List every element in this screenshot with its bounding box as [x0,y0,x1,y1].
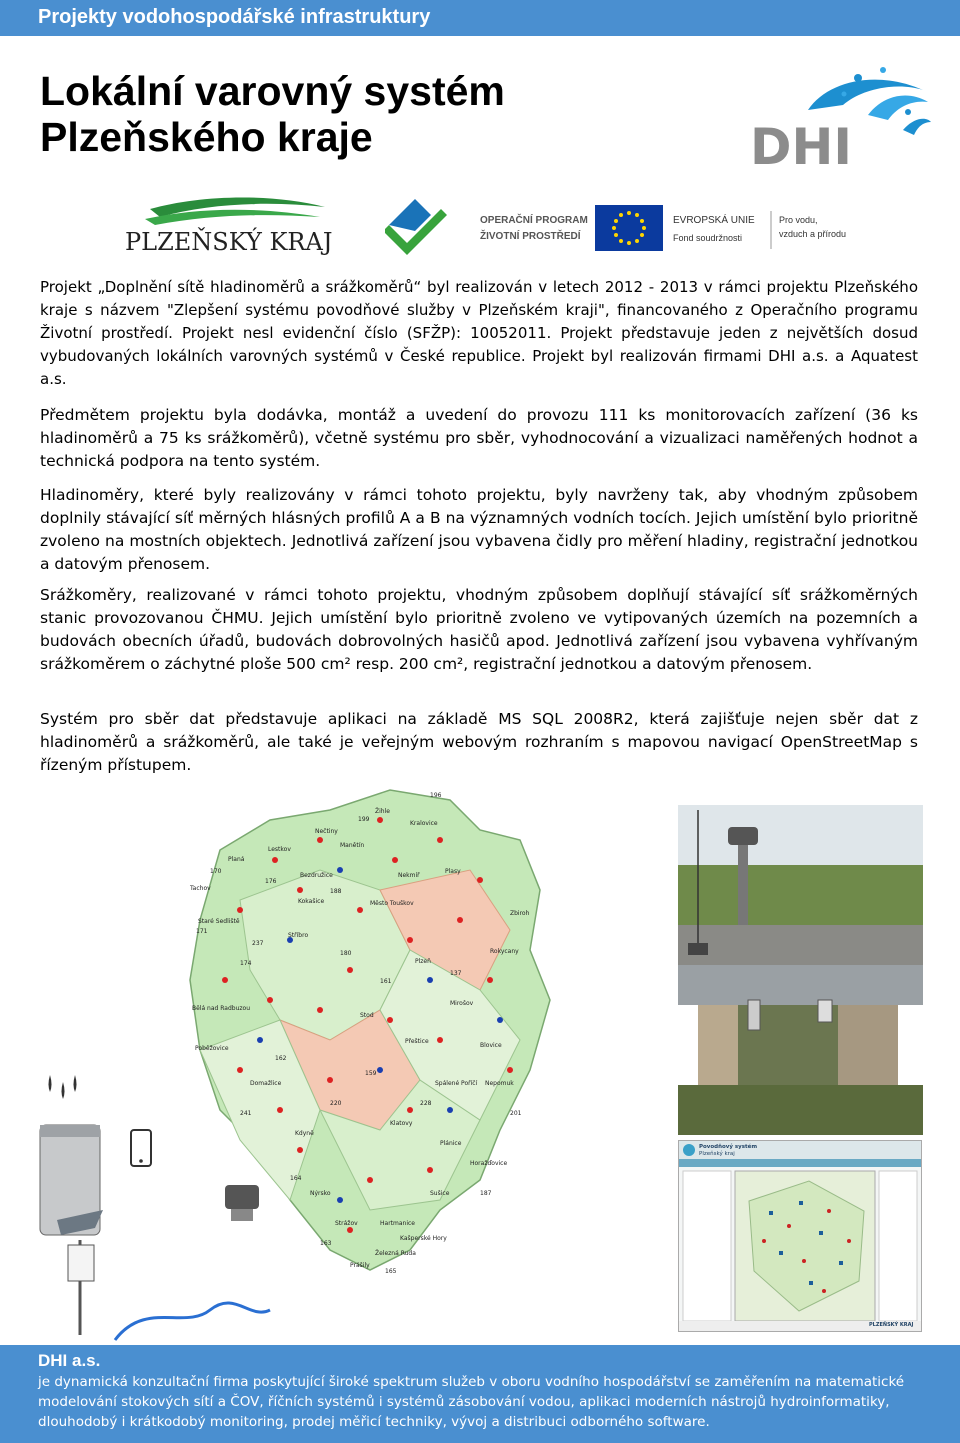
map-label: Manětín [340,842,365,849]
map-label: Lestkov [268,846,291,853]
map-label: Plánice [440,1140,462,1147]
map-label: Staré Sedliště [198,918,240,925]
rain-drop-icon [49,1075,52,1092]
eu-logo [595,201,860,257]
map-label: Stříbro [288,932,309,939]
page-title [40,68,640,160]
map-number: 196 [430,792,442,799]
map-number: 187 [480,1190,492,1197]
map-label: Spálené Poříčí [435,1080,478,1087]
map-label: Strážov [335,1220,358,1227]
map-label: Město Touškov [370,900,414,907]
map-label: Stod [360,1012,374,1019]
map-label: Blovice [480,1042,502,1049]
map-number: 170 [210,868,222,875]
plzensky-kraj-text: PLZEŇSKÝ KRAJ [125,228,333,256]
eu-motto-2: vzduch a přírodu [779,229,847,239]
map-number: 165 [385,1268,397,1275]
map-label: Sušice [430,1190,450,1197]
paragraph-rain-gauges: Srážkoměry, realizované v rámci tohoto projektu, vhodným způsobem doplňují stávající síť srážkoměrných stanic provozovanou ČHMU. Jejich umístění bylo prioritně zvoleno ve vytipovaných územích na pozemních a budovách obecních úřadů, budovách dobrovolných hasičů apod. Jednotlivá zařízení jsou vybavena vyhřívaným srážkoměrem o záchytné ploše 500 cm² resp. 200 cm², registrační jednotkou a datovým přenosem. [40,586,918,673]
web-app-screenshot-graphic [679,1141,921,1331]
map-label: Nýrsko [310,1190,331,1197]
map-number: 161 [380,978,392,985]
map-number: 180 [340,950,352,957]
rain-drop-icon [62,1082,65,1099]
map-label: Klatovy [390,1120,413,1127]
map-number: 199 [358,816,370,823]
dhi-logo [748,60,933,172]
bridge-station-photo [678,805,923,1135]
map-label: Poběžovice [195,1045,229,1052]
map-number: 201 [510,1110,522,1117]
map-label: Nečtiny [315,828,338,835]
map-label: Plasy [445,868,461,875]
dhi-logo-text: DHI [750,118,852,172]
paragraph-data-system: Systém pro sběr dat představuje aplikaci na základě MS SQL 2008R2, která zajišťuje nejen sběr dat z hladinoměrů a srážkoměrů, ale také je veřejným webovým rozhraním s mapovou navigací OpenStreetMap s řízeným přístupem. [40,710,918,774]
title-line-2: Plzeňského kraje [40,114,373,160]
web-app-subtitle: Plzeňský kraj [699,1151,735,1157]
map-label: Kralovice [410,820,438,827]
rain-gauge-illustration [35,1070,275,1345]
map-label: Zbiroh [510,910,530,917]
map-label: Planá [228,856,245,863]
op-line-1: OPERAČNÍ PROGRAM [480,215,588,226]
paragraph-level-gauges: Hladinoměry, které byly realizovány v rámci tohoto projektu, byly navrženy tak, aby vhodným způsobem doplnily stávající síť měrných hlásných profilů A a B na významných vodních tocích. Jejich umístění bylo prioritně zvoleno na mostních objektech. Jednotlivá zařízení jsou vybavena čidly pro měření hladiny, registrační jednotkou a datovým přenosem. [40,486,918,573]
paragraph-subject: Předmětem projektu byla dodávka, montáž a uvedení do provozu 111 ks monitorovacích zařízení (36 ks hladinoměrů a 75 ks srážkoměrů), včetně systému pro sběr, vyhodnocování a vizualizaci naměřených hodnot a technická podpora na tento systém. [40,406,918,470]
map-number: 188 [330,888,342,895]
footer-company: DHI a.s. [38,1351,101,1370]
eu-motto-1: Pro vodu, [779,215,818,225]
eu-line-1: EVROPSKÁ UNIE [673,215,755,226]
eu-line-2: Fond soudržnosti [673,233,743,243]
footer-description: je dynamická konzultační firma poskytující široké spektrum služeb v oboru vodního hospodářství se zaměřením na matematické modelování stokových sítí a ČOV, říčních systémů i systémů zásobování vodou, aplikaci moderních nástrojů hydroinformatiky, dlouhodobý i krátkodobý monitoring, prodej měřicí techniky, vývoj a distribuci odborného software. [38,1374,905,1430]
map-label: Mirošov [450,1000,474,1007]
map-label: Kokašice [298,898,325,905]
map-label: Bělá nad Radbuzou [192,1005,251,1012]
map-number: 162 [275,1055,287,1062]
op-line-2: ŽIVOTNÍ PROSTŘEDÍ [480,231,581,242]
map-label: Železná Ruda [375,1250,416,1257]
water-wave-icon [115,1303,270,1340]
map-number: 163 [320,1240,332,1247]
plzensky-kraj-logo [120,195,335,263]
title-line-1: Lokální varovný systém [40,68,505,114]
map-number: 171 [196,928,208,935]
map-label: Plzeň [415,958,431,965]
web-app-title: Povodňový systém [699,1144,758,1150]
header-text: Projekty vodohospodářské infrastruktury [38,6,431,28]
logger-box-icon [68,1245,94,1281]
map-label: Bezdružice [300,872,333,879]
map-label: Nepomuk [485,1080,514,1087]
rain-drop-icon [74,1075,77,1092]
map-number: 220 [330,1100,342,1107]
map-number: 164 [290,1175,302,1182]
map-label: Kašperské Hory [400,1235,447,1242]
map-label: Horažďovice [470,1160,508,1167]
map-number: 176 [265,878,277,885]
map-number: 137 [450,970,462,977]
map-label: Nekmíř [398,872,420,879]
level-sensor-icon [225,1185,259,1209]
map-number: 174 [240,960,252,967]
map-number: 241 [240,1110,252,1117]
map-label: Prášily [350,1262,370,1269]
map-label: Přeštice [405,1038,429,1045]
map-number: 228 [420,1100,432,1107]
map-label: Rokycany [490,948,519,955]
map-label: Kdyně [295,1130,314,1137]
map-label: Tachov [190,885,211,892]
paragraph-intro: Projekt „Doplnění sítě hladinoměrů a srážkoměrů“ byl realizován v letech 2012 - 2013 v rámci projektu Plzeňského kraje s názvem "Zlepšení systému povodňové služby v Plzeňském kraji", financovaného z Operačního programu Životní prostředí. Projekt nesl evidenční číslo (SFŽP): 10052011. Projekt představuje jeden z největších dosud vybudovaných lokálních varovných systémů v České republice. Projekt byl realizován firmami DHI a.s. a Aquatest a.s. [40,278,918,388]
partner-logos [120,195,860,265]
web-app-footer-logo: PLZEŇSKÝ KRAJ [869,1322,914,1328]
map-label: Žihle [375,808,390,815]
map-number: 237 [252,940,264,947]
map-label: Domažlice [250,1080,282,1087]
map-label: Hartmanice [380,1220,415,1227]
web-app-screenshot [678,1140,922,1332]
map-number: 159 [365,1070,377,1077]
